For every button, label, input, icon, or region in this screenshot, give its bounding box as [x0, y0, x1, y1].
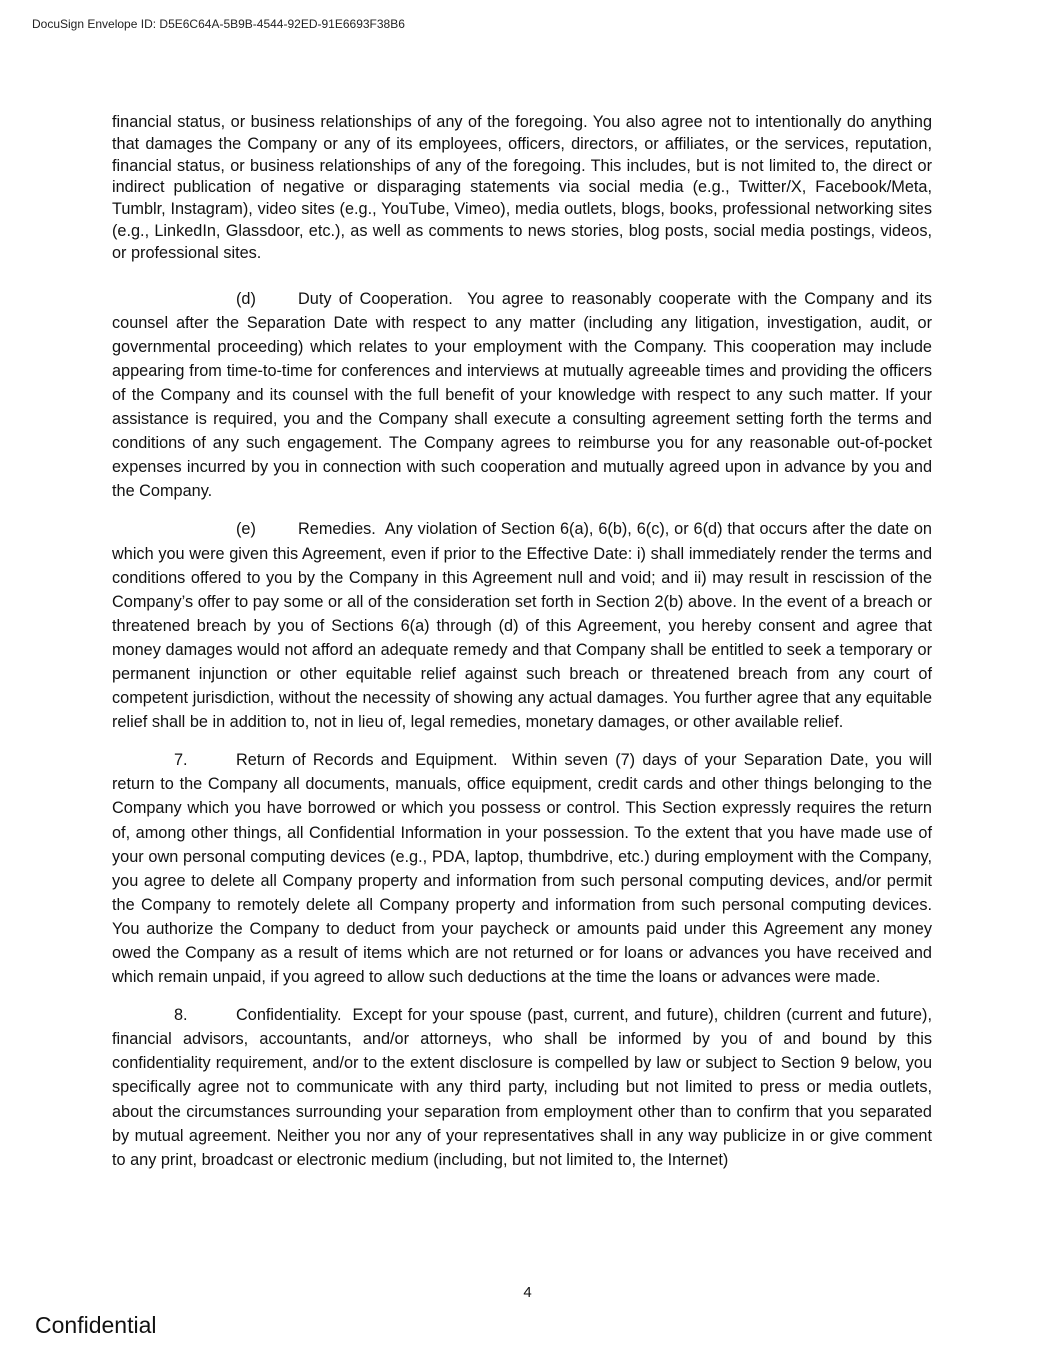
- section-heading-8: Confidentiality.: [236, 1006, 342, 1025]
- section-body-7: Within seven (7) days of your Separation Date, you will return to the Company all documents, manuals, office equipment, credit cards and other things belonging to the Company which you have borrowed or which you possess or control. This Section expressly requires the return of, among other things, all Confidential Information in your possession. To the extent that you have made use of your own personal computing devices (e.g., PDA, laptop, thumbdrive, etc.) during employment with the Company, you agree to delete all Company property and information from such personal computing devices, and/or permit the Company to remotely delete all Company property and information from such personal computing devices. You authorize the Company to deduct from your paycheck or amounts paid under this Agreement any money owed the Company as a result of items which are not returned or for loans or advances you have received and which remain unpaid, if you agreed to allow such deductions at the time the loans or advances were made.: [112, 751, 932, 987]
- section-label-6d: (d): [236, 289, 256, 308]
- paragraph-6e: [112, 517, 932, 734]
- paragraph-8: [112, 1003, 932, 1172]
- paragraph-7: [112, 748, 932, 989]
- section-heading-6e: Remedies.: [298, 520, 376, 539]
- section-label-6e: (e): [236, 520, 256, 539]
- section-heading-7: Return of Records and Equipment.: [236, 751, 498, 770]
- paragraph-6d: [112, 287, 932, 504]
- page-number: 4: [523, 1284, 532, 1301]
- paragraph-continuation: financial status, or business relationships of any of the foregoing. You also agree not to intentionally do anything that damages the Company or any of its employees, officers, directors, or affiliates, or the services, reputation, financial status, or business relationships of any of the foregoing. This includes, but is not limited to, the direct or indirect publication of negative or disparaging statements via social media (e.g., Twitter/X, Facebook/Meta, Tumblr, Instagram), video sites (e.g., YouTube, Vimeo), media outlets, blogs, books, professional networking sites (e.g., LinkedIn, Glassdoor, etc.), as well as comments to news stories, blog posts, social media postings, videos, or professional sites.: [112, 113, 932, 262]
- section-body-8: Except for your spouse (past, current, and future), children (current and future), financial advisors, accountants, and/or attorneys, who shall be informed by you of and bound by this confidentiality requirement, and/or to the extent disclosure is compelled by law or subject to Section 9 below, you specifically agree not to communicate with any third party, including but not limited to press or media outlets, about the circumstances surrounding your separation from employment other than to confirm that you separated by mutual agreement. Neither you nor any of your representatives shall in any way publicize in or give comment to any print, broadcast or electronic medium (including, but not limited to, the Internet): [112, 1006, 932, 1169]
- document-body: [112, 112, 932, 1172]
- section-heading-6d: Duty of Cooperation.: [298, 289, 453, 308]
- section-label-8: 8.: [174, 1006, 188, 1025]
- confidential-footer: Confidential: [35, 1312, 157, 1338]
- section-body-6d: You agree to reasonably cooperate with the Company and its counsel after the Separation Date with respect to any matter (including any litigation, investigation, audit, or governmental proceeding) which relates to your employment with the Company. This cooperation may include appearing from time-to-time for conferences and interviews at mutually agreeable times and providing the officers of the Company and its counsel with the full benefit of your knowledge with respect to any such matter. If your assistance is required, you and the Company shall execute a consulting agreement setting forth the terms and conditions of any such engagement. The Company agrees to reimburse you for any reasonable out-of-pocket expenses incurred by you in connection with such cooperation and mutually agreed upon in advance by you and the Company.: [112, 289, 932, 501]
- section-body-6e: Any violation of Section 6(a), 6(b), 6(c), or 6(d) that occurs after the date on which you were given this Agreement, even if prior to the Effective Date: i) shall immediately render the terms and conditions offered to you by the Company in this Agreement null and void; and ii) may result in rescission of the Company’s offer to pay some or all of the consideration set forth in Section 2(b) above. In the event of a breach or threatened breach by you of Sections 6(a) through (d) of this Agreement, you hereby consent and agree that money damages would not afford an adequate remedy and that Company shall be entitled to seek a temporary or permanent injunction or other equitable relief against such breach or threatened breach from any court of competent jurisdiction, without the necessity of showing any actual damages. You further agree that any equitable relief shall be in addition to, not in lieu of, legal remedies, monetary damages, or other available relief.: [112, 520, 932, 732]
- section-label-7: 7.: [174, 751, 188, 770]
- docusign-envelope-id: DocuSign Envelope ID: D5E6C64A-5B9B-4544-92ED-91E6693F38B6: [32, 17, 405, 31]
